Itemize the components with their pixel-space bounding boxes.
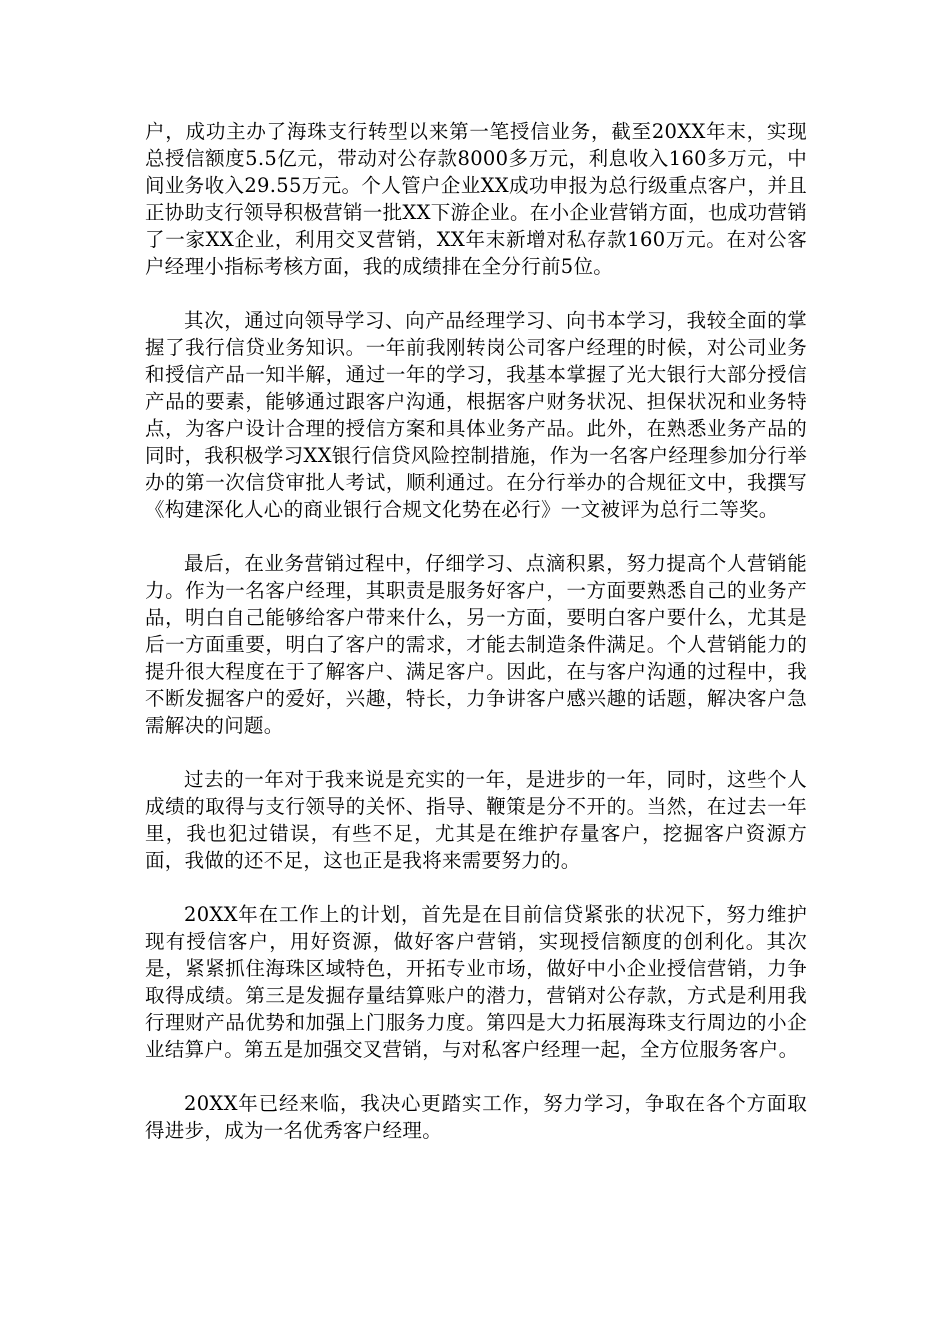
document-body: [145, 118, 807, 1171]
paragraph-closing: 20XX年已经来临，我决心更踏实工作，努力学习，争取在各个方面取得进步，成为一名优秀客户经理。: [145, 1092, 807, 1142]
paragraph-plan: 20XX年在工作上的计划，首先是在目前信贷紧张的状况下，努力维护现有授信客户，用好资源，做好客户营销，实现授信额度的创利化。其次是，紧紧抓住海珠区域特色，开拓专业市场，做好中小企业授信营销，力争取得成绩。第三是发掘存量结算账户的潜力，营销对公存款，方式是利用我行理财产品优势和加强上门服务力度。第四是大力拓展海珠支行周边的小企业结算户。第五是加强交叉营销，与对私客户经理一起，全方位服务客户。: [145, 903, 807, 1061]
paragraph-second: 其次，通过向领导学习、向产品经理学习、向书本学习，我较全面的掌握了我行信贷业务知识。一年前我刚转岗公司客户经理的时候，对公司业务和授信产品一知半解，通过一年的学习，我基本掌握了光大银行大部分授信产品的要素，能够通过跟客户沟通，根据客户财务状况、担保状况和业务特点，为客户设计合理的授信方案和具体业务产品。此外，在熟悉业务产品的同时，我积极学习XX银行信贷风险控制措施，作为一名客户经理参加分行举办的第一次信贷审批人考试，顺利通过。在分行举办的合规征文中，我撰写《构建深化人心的商业银行合规文化势在必行》一文被评为总行二等奖。: [145, 309, 807, 521]
paragraph-reflection: 过去的一年对于我来说是充实的一年，是进步的一年，同时，这些个人成绩的取得与支行领导的关怀、指导、鞭策是分不开的。当然，在过去一年里，我也犯过错误，有些不足，尤其是在维护存量客户，挖掘客户资源方面，我做的还不足，这也正是我将来需要努力的。: [145, 768, 807, 872]
paragraph-third: 最后，在业务营销过程中，仔细学习、点滴积累，努力提高个人营销能力。作为一名客户经理，其职责是服务好客户，一方面要熟悉自己的业务产品，明白自己能够给客户带来什么，另一方面，要明白客户要什么，尤其是后一方面重要，明白了客户的需求，才能去制造条件满足。个人营销能力的提升很大程度在于了解客户、满足客户。因此，在与客户沟通的过程中，我不断发掘客户的爱好，兴趣，特长，力争讲客户感兴趣的话题，解决客户急需解决的问题。: [145, 552, 807, 737]
paragraph-continued: 户，成功主办了海珠支行转型以来第一笔授信业务，截至20XX年末，实现总授信额度5.5亿元，带动对公存款8000多万元，利息收入160多万元，中间业务收入29.55万元。个人管户企业XX成功申报为总行级重点客户，并且正协助支行领导积极营销一批XX下游企业。在小企业营销方面，也成功营销了一家XX企业，利用交叉营销，XX年末新增对私存款160万元。在对公客户经理小指标考核方面，我的成绩排在全分行前5位。: [145, 120, 807, 278]
